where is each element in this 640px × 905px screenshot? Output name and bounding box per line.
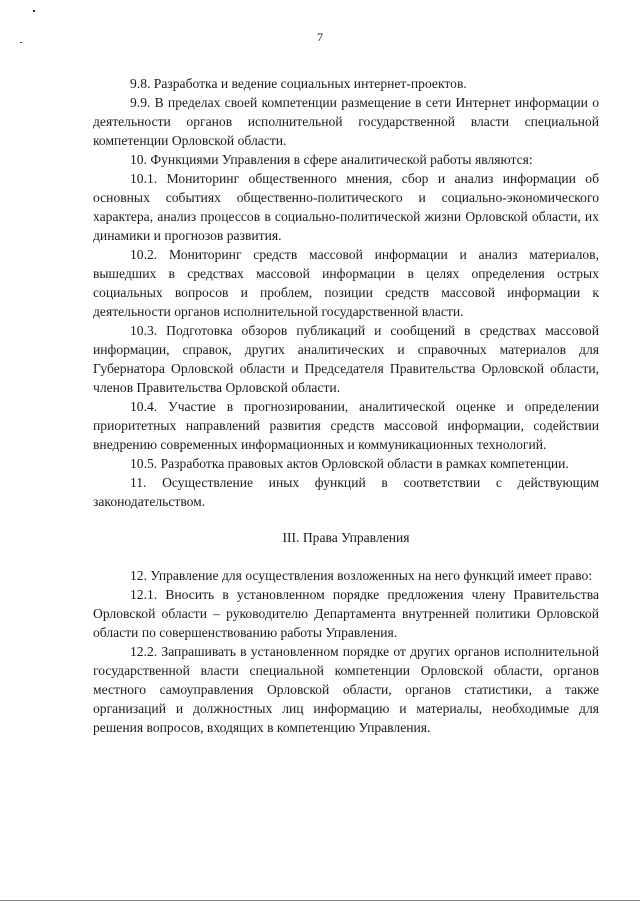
paragraph-12: 12. Управление для осуществления возложенных на него функций имеет право: [130, 568, 593, 583]
paragraph-10-4: 10.4. Участие в прогнозировании, аналитической оценке и определении приоритетных направлений развития средств массовой информации, содействии внедрению современных информационных и коммуникационных технологий. [93, 399, 599, 452]
paragraph-9-8: 9.8. Разработка и ведение социальных интернет-проектов. [130, 76, 467, 91]
paragraph-10-5: 10.5. Разработка правовых актов Орловской области в рамках компетенции. [130, 456, 569, 471]
paragraph-11: 11. Осуществление иных функций в соответствии с действующим законодательством. [93, 475, 599, 509]
scan-speck [33, 10, 35, 12]
page-number: 7 [317, 30, 323, 44]
paragraph-9-9: 9.9. В пределах своей компетенции размещение в сети Интернет информации о деятельности органов исполнительной государственной власти специальной компетенции Орловской области. [93, 95, 599, 148]
scan-bottom-edge [0, 900, 640, 901]
paragraph-10: 10. Функциями Управления в сфере аналитической работы являются: [130, 152, 533, 167]
section-heading: III. Права Управления [282, 530, 410, 545]
paragraph-10-3: 10.3. Подготовка обзоров публикаций и сообщений в средствах массовой информации, справок, других аналитических и справочных материалов для Губернатора Орловской области и Председателя Правительства Орловской области, членов Правительства Орловской области. [93, 323, 599, 395]
document-body [93, 74, 599, 737]
paragraph-12-1: 12.1. Вносить в установленном порядке предложения члену Правительства Орловской области – руководителю Департамента внутренней политики Орловской области по совершенствованию работы Управления. [93, 587, 599, 640]
paragraph-12-2: 12.2. Запрашивать в установленном порядке от других органов исполнительной государственной власти специальной компетенции Орловской области, органов местного самоуправления Орловской области, органов статистики, а также организаций и должностных лиц информацию и материалы, необходимые для решения вопросов, входящих в компетенцию Управления. [93, 644, 599, 735]
paragraph-10-1: 10.1. Мониторинг общественного мнения, сбор и анализ информации об основных событиях общественно-политического и социально-экономического характера, анализ процессов в социально-политической жизни Орловской области, их динамики и прогнозов развития. [93, 171, 599, 243]
paragraph-10-2: 10.2. Мониторинг средств массовой информации и анализ материалов, вышедших в средствах массовой информации в целях определения острых социальных вопросов и проблем, позиции средств массовой информации к деятельности органов исполнительной государственной власти. [93, 247, 599, 319]
